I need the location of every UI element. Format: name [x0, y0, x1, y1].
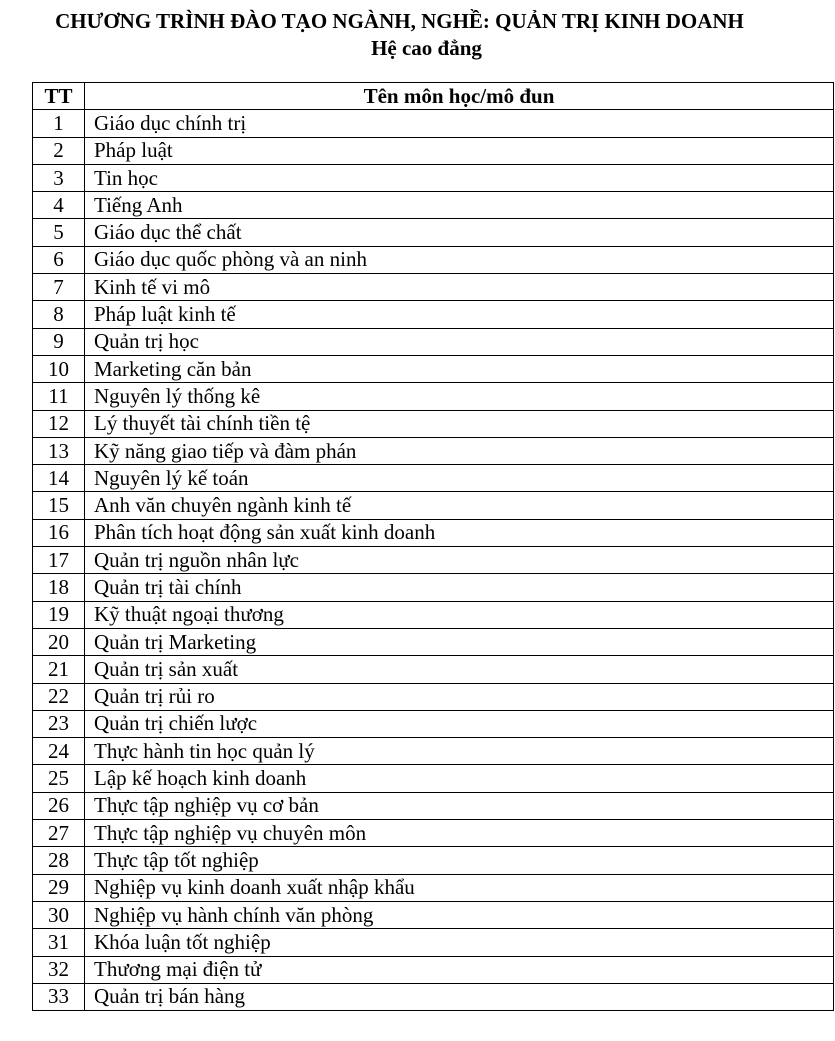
- row-number: 9: [33, 328, 85, 355]
- row-number: 10: [33, 355, 85, 382]
- table-row: [33, 765, 834, 792]
- row-number: 26: [33, 792, 85, 819]
- course-name: Quản trị Marketing: [85, 628, 834, 655]
- table-row: [33, 601, 834, 628]
- course-name: Pháp luật kinh tế: [85, 301, 834, 328]
- table-row: [33, 301, 834, 328]
- course-name: Thực tập nghiệp vụ cơ bản: [85, 792, 834, 819]
- row-number: 22: [33, 683, 85, 710]
- table-row: [33, 574, 834, 601]
- row-number: 4: [33, 192, 85, 219]
- table-row: [33, 874, 834, 901]
- row-number: 27: [33, 820, 85, 847]
- table-row: [33, 656, 834, 683]
- row-number: 25: [33, 765, 85, 792]
- table-row: [33, 710, 834, 737]
- course-name: Quản trị rủi ro: [85, 683, 834, 710]
- row-number: 16: [33, 519, 85, 546]
- table-row: [33, 465, 834, 492]
- course-name: Quản trị sản xuất: [85, 656, 834, 683]
- course-name: Quản trị nguồn nhân lực: [85, 547, 834, 574]
- table-row: [33, 547, 834, 574]
- row-number: 15: [33, 492, 85, 519]
- table-row: [33, 110, 834, 137]
- course-name: Anh văn chuyên ngành kinh tế: [85, 492, 834, 519]
- row-number: 5: [33, 219, 85, 246]
- course-name: Quản trị tài chính: [85, 574, 834, 601]
- row-number: 3: [33, 164, 85, 191]
- table-row: [33, 519, 834, 546]
- row-number: 2: [33, 137, 85, 164]
- table-row: [33, 901, 834, 928]
- table-row: [33, 738, 834, 765]
- course-name: Thực tập tốt nghiệp: [85, 847, 834, 874]
- table-row: [33, 847, 834, 874]
- header-course-name: Tên môn học/mô đun: [85, 83, 834, 110]
- course-name: Thực hành tin học quản lý: [85, 738, 834, 765]
- row-number: 32: [33, 956, 85, 983]
- table-row: [33, 383, 834, 410]
- table-row: [33, 929, 834, 956]
- row-number: 1: [33, 110, 85, 137]
- table-row: [33, 164, 834, 191]
- table-row: [33, 246, 834, 273]
- table-row: [33, 628, 834, 655]
- row-number: 12: [33, 410, 85, 437]
- table-body: [33, 110, 834, 1011]
- table-row: [33, 492, 834, 519]
- row-number: 17: [33, 547, 85, 574]
- row-number: 28: [33, 847, 85, 874]
- course-name: Kỹ năng giao tiếp và đàm phán: [85, 437, 834, 464]
- course-name: Quản trị chiến lược: [85, 710, 834, 737]
- row-number: 14: [33, 465, 85, 492]
- document-title: CHƯƠNG TRÌNH ĐÀO TẠO NGÀNH, NGHỀ: QUẢN TRỊ KINH DOANH: [55, 9, 744, 33]
- course-name: Kinh tế vi mô: [85, 274, 834, 301]
- course-name: Nguyên lý kế toán: [85, 465, 834, 492]
- row-number: 23: [33, 710, 85, 737]
- course-name: Kỹ thuật ngoại thương: [85, 601, 834, 628]
- course-name: Quản trị bán hàng: [85, 983, 834, 1010]
- row-number: 30: [33, 901, 85, 928]
- table-row: [33, 410, 834, 437]
- course-name: Lập kế hoạch kinh doanh: [85, 765, 834, 792]
- course-name: Giáo dục chính trị: [85, 110, 834, 137]
- course-name: Phân tích hoạt động sản xuất kinh doanh: [85, 519, 834, 546]
- table-row: [33, 820, 834, 847]
- table-row: [33, 956, 834, 983]
- row-number: 19: [33, 601, 85, 628]
- course-name: Tiếng Anh: [85, 192, 834, 219]
- table-row: [33, 219, 834, 246]
- table-row: [33, 437, 834, 464]
- table-row: [33, 192, 834, 219]
- course-name: Giáo dục thể chất: [85, 219, 834, 246]
- table-header-row: [33, 83, 834, 110]
- row-number: 7: [33, 274, 85, 301]
- row-number: 33: [33, 983, 85, 1010]
- course-name: Thực tập nghiệp vụ chuyên môn: [85, 820, 834, 847]
- course-name: Nguyên lý thống kê: [85, 383, 834, 410]
- row-number: 24: [33, 738, 85, 765]
- table-row: [33, 983, 834, 1010]
- course-name: Nghiệp vụ hành chính văn phòng: [85, 901, 834, 928]
- course-name: Lý thuyết tài chính tiền tệ: [85, 410, 834, 437]
- course-name: Tin học: [85, 164, 834, 191]
- row-number: 29: [33, 874, 85, 901]
- row-number: 20: [33, 628, 85, 655]
- course-name: Quản trị học: [85, 328, 834, 355]
- row-number: 13: [33, 437, 85, 464]
- course-table: [32, 82, 834, 1011]
- table-row: [33, 355, 834, 382]
- table-row: [33, 137, 834, 164]
- course-name: Nghiệp vụ kinh doanh xuất nhập khẩu: [85, 874, 834, 901]
- row-number: 21: [33, 656, 85, 683]
- row-number: 31: [33, 929, 85, 956]
- row-number: 8: [33, 301, 85, 328]
- header-number: TT: [33, 83, 85, 110]
- course-name: Pháp luật: [85, 137, 834, 164]
- row-number: 6: [33, 246, 85, 273]
- row-number: 18: [33, 574, 85, 601]
- course-name: Khóa luận tốt nghiệp: [85, 929, 834, 956]
- course-name: Thương mại điện tử: [85, 956, 834, 983]
- table-row: [33, 683, 834, 710]
- course-name: Marketing căn bản: [85, 355, 834, 382]
- table-row: [33, 792, 834, 819]
- course-name: Giáo dục quốc phòng và an ninh: [85, 246, 834, 273]
- table-row: [33, 274, 834, 301]
- row-number: 11: [33, 383, 85, 410]
- table-row: [33, 328, 834, 355]
- document-subtitle: Hệ cao đẳng: [371, 36, 482, 60]
